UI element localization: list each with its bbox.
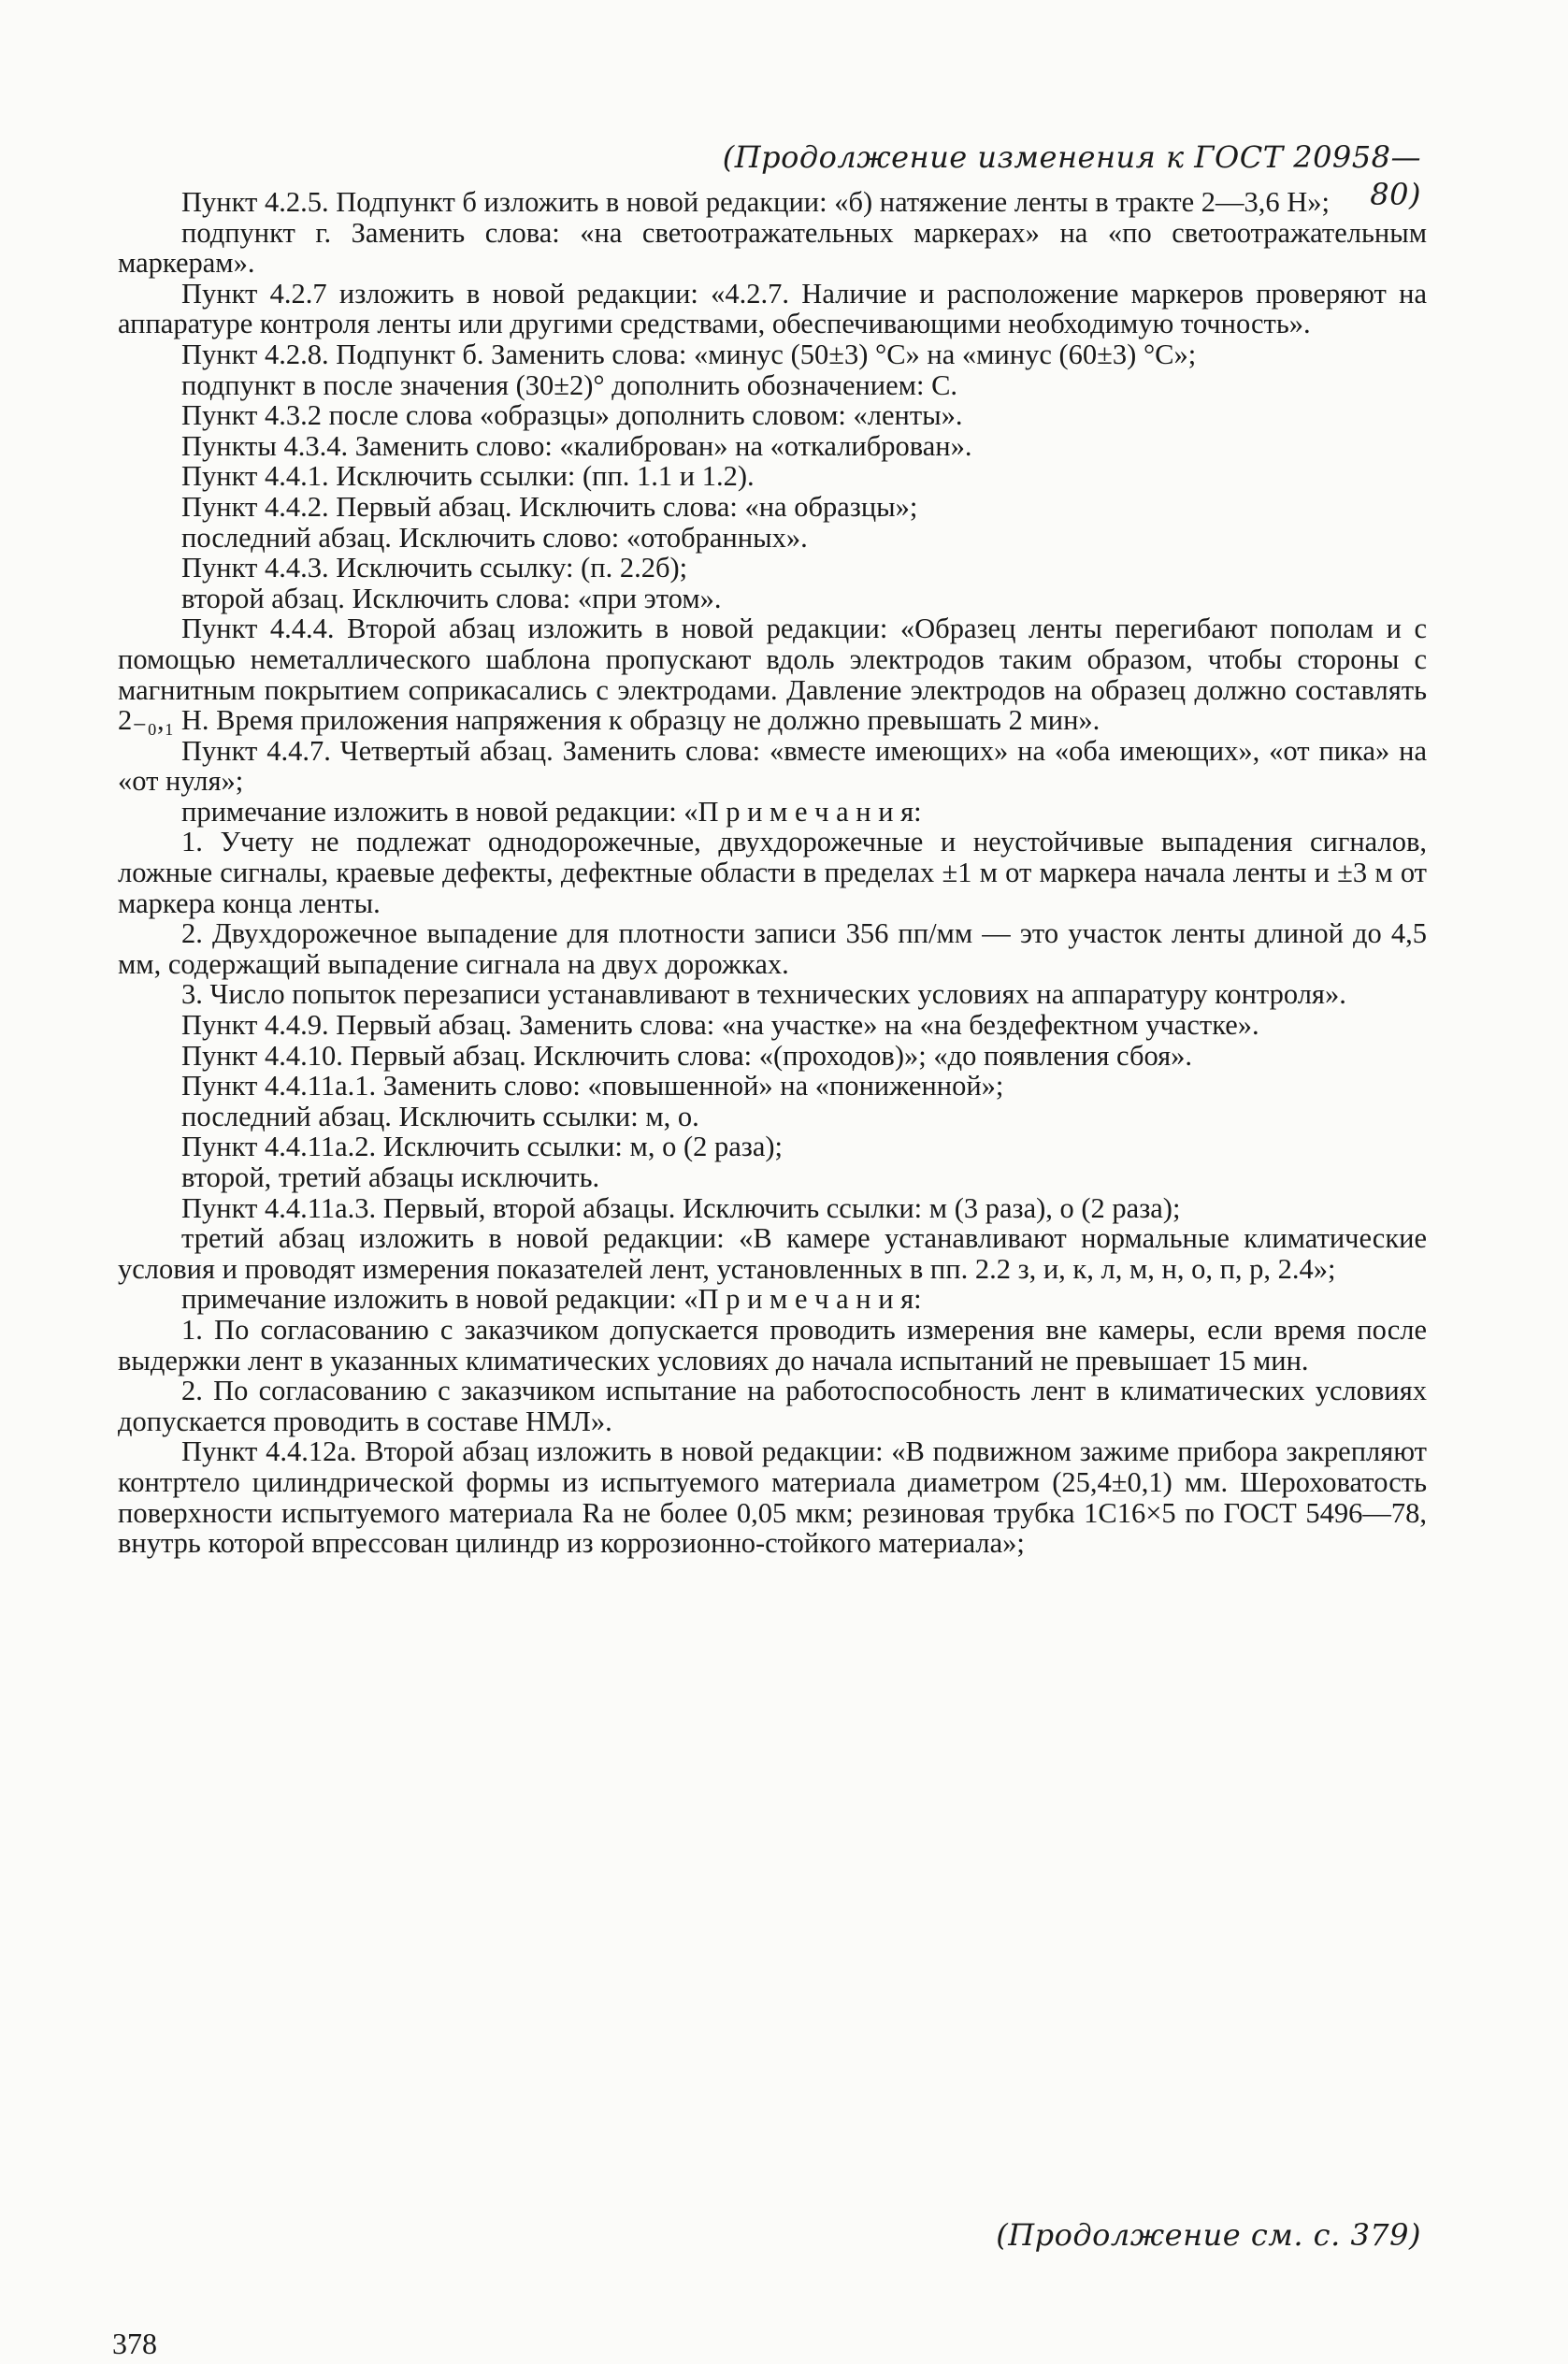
paragraph: Пункт 4.4.10. Первый абзац. Исключить слова: «(проходов)»; «до появления сбоя». <box>181 1039 1193 1072</box>
page-number: 378 <box>112 2327 157 2360</box>
paragraph: третий абзац изложить в новой редакции: «В камере устанавливают нормальные климатические условия и проводят измерения показателей лент, установленных в пп. 2.2 з, и, к, л, м, н, о, п, р, 2.4»; <box>118 1222 1427 1285</box>
paragraph: Пункт 4.3.2 после слова «образцы» дополнить словом: «ленты». <box>181 399 963 432</box>
paragraph: Пункт 4.4.12а. Второй абзац изложить в новой редакции: «В подвижном зажиме прибора закрепляют контртело цилиндрической формы из испытуемого материала диаметром (25,4±0,1) мм. Шероховатость поверхности испытуемого материала Ra не более 0,05 мкм; резиновая трубка 1С16×5 по ГОСТ 5496—78, внутрь которой впрессован цилиндр из коррозионно-стойкого материала»; <box>118 1435 1427 1560</box>
paragraph: последний абзац. Исключить слово: «отобранных». <box>181 521 808 554</box>
paragraph: Пункт 4.2.8. Подпункт б. Заменить слова: «минус (50±3) °С» на «минус (60±3) °С»; <box>181 338 1197 370</box>
paragraph: последний абзац. Исключить ссылки: м, о. <box>181 1100 699 1132</box>
paragraph: Пункт 4.4.11а.1. Заменить слово: «повышенной» на «пониженной»; <box>181 1070 1004 1103</box>
paragraph: Пункт 4.4.1. Исключить ссылки: (пп. 1.1 и 1.2). <box>181 460 755 493</box>
paragraph: 2. Двухдорожечное выпадение для плотности записи 356 пп/мм — это участок ленты длиной до 4,5 мм, содержащий выпадение сигнала на двух дорожках. <box>118 917 1427 980</box>
paragraph: Пункты 4.3.4. Заменить слово: «калиброван» на «откалиброван». <box>181 429 972 462</box>
paragraph: Пункт 4.4.7. Четвертый абзац. Заменить слова: «вместе имеющих» на «оба имеющих», «от пика» на «от нуля»; <box>118 734 1427 798</box>
paragraph: Пункт 4.4.3. Исключить ссылку: (п. 2.2б); <box>181 552 688 584</box>
paragraph: 1. Учету не подлежат однодорожечные, двухдорожечные и неустойчивые выпадения сигналов, ложные сигналы, краевые дефекты, дефектные области в пределах ±1 м от маркера начала ленты и ±3 м от маркера конца ленты. <box>118 826 1427 919</box>
paragraph: 1. По согласованию с заказчиком допускается проводить измерения вне камеры, если время после выдержки лент в указанных климатических условиях до начала испытаний не превышает 15 мин. <box>118 1313 1427 1377</box>
paragraph: подпункт в после значения (30±2)° дополнить обозначением: С. <box>181 368 958 401</box>
paragraph: подпункт г. Заменить слова: «на светоотражательных маркерах» на «по светоотражательным маркерам». <box>118 216 1427 280</box>
continuation-footer: (Продолжение см. с. 379) <box>996 2217 1421 2253</box>
paragraph: Пункт 4.4.11а.3. Первый, второй абзацы. Исключить ссылки: м (3 раза), о (2 раза); <box>181 1191 1181 1224</box>
paragraph: Пункт 4.4.11а.2. Исключить ссылки: м, о (2 раза); <box>181 1131 783 1163</box>
paragraph: Пункт 4.4.2. Первый абзац. Исключить слова: «на образцы»; <box>181 490 918 523</box>
paragraph: примечание изложить в новой редакции: «П р и м е ч а н и я: <box>181 795 922 828</box>
paragraph: 3. Число попыток перезаписи устанавливают в технических условиях на аппаратуру контроля». <box>181 978 1346 1011</box>
paragraph: второй, третий абзацы исключить. <box>181 1161 600 1193</box>
paragraph: Пункт 4.4.9. Первый абзац. Заменить слова: «на участке» на «на бездефектном участке». <box>181 1009 1259 1042</box>
continuation-header: (Продолжение изменения к ГОСТ 20958—80) <box>722 139 1421 212</box>
paragraph: 2. По согласованию с заказчиком испытание на работоспособность лент в климатических условиях допускается проводить в составе НМЛ». <box>118 1375 1427 1437</box>
paragraph: второй абзац. Исключить слова: «при этом». <box>181 582 722 614</box>
amendment-body <box>118 187 1427 1559</box>
paragraph: примечание изложить в новой редакции: «П р и м е ч а н и я: <box>181 1283 922 1316</box>
paragraph: Пункт 4.4.4. Второй абзац изложить в новой редакции: «Образец ленты перегибают пополам и с помощью неметаллического шаблона пропускают вдоль электродов таким образом, чтобы стороны с магнитным покрытием соприкасались с электродами. Давление электродов на образец должно составлять 2₋₀,₁ Н. Время приложения напряжения к образцу не должно превышать 2 мин». <box>118 613 1427 737</box>
paragraph: Пункт 4.2.7 изложить в новой редакции: «4.2.7. Наличие и расположение маркеров проверяют на аппаратуре контроля ленты или другими средствами, обеспечивающими необходимую точность». <box>118 277 1427 340</box>
paragraph: Пункт 4.2.5. Подпункт б изложить в новой редакции: «б) натяжение ленты в тракте 2—3,6 Н»; <box>181 186 1330 218</box>
